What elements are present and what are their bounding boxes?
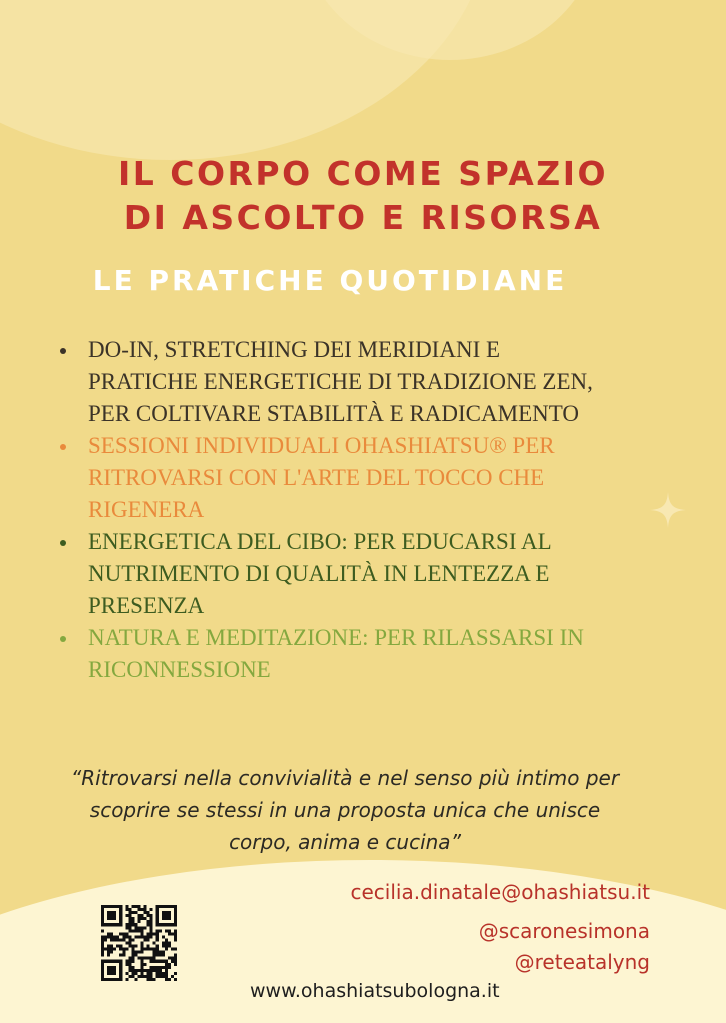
title-line-2: DI ASCOLTO E RISORSA xyxy=(123,198,603,237)
bullet-icon xyxy=(60,348,66,354)
practice-item-do-in xyxy=(55,334,615,430)
practice-item-energetica-cibo xyxy=(55,526,615,622)
quote: “Ritrovarsi nella convivialità e nel senso più intimo per scoprire se stessi in una proposta unica che unisce corpo, anima e cucina” xyxy=(70,766,620,854)
practice-text: NATURA E MEDITAZIONE: PER RILASSARSI IN RICONNESSIONE xyxy=(88,625,584,682)
email-link[interactable]: cecilia.dinatale@ohashiatsu.it xyxy=(350,880,650,904)
bullet-icon xyxy=(60,444,66,450)
bullet-icon xyxy=(60,540,66,546)
page-title xyxy=(0,152,726,240)
practice-item-natura-meditazione xyxy=(55,622,615,686)
practice-item-ohashiatsu xyxy=(55,430,615,526)
bullet-icon xyxy=(60,636,66,642)
practice-text: DO-IN, STRETCHING DEI MERIDIANI E PRATICHE ENERGETICHE DI TRADIZIONE ZEN, PER COLTIVARE STABILITÀ E RADICAMENTO xyxy=(88,337,593,426)
section-subtitle: LE PRATICHE QUOTIDIANE xyxy=(92,264,568,297)
practice-text: SESSIONI INDIVIDUALI OHASHIATSU® PER RITROVARSI CON L'ARTE DEL TOCCO CHE RIGENERA xyxy=(88,433,555,522)
social-handle-scaronesimona[interactable]: @scaronesimona xyxy=(478,919,650,943)
social-handle-reteatalyng[interactable]: @reteatalyng xyxy=(514,950,650,974)
title-line-1: IL CORPO COME SPAZIO xyxy=(117,154,609,193)
practices-list xyxy=(55,334,615,686)
website-link[interactable]: www.ohashiatsubologna.it xyxy=(250,980,500,1002)
practice-text: ENERGETICA DEL CIBO: PER EDUCARSI AL NUTRIMENTO DI QUALITÀ IN LENTEZZA E PRESENZA xyxy=(88,529,551,618)
qr-code-icon[interactable] xyxy=(101,905,177,981)
sparkle-icon xyxy=(650,492,686,528)
